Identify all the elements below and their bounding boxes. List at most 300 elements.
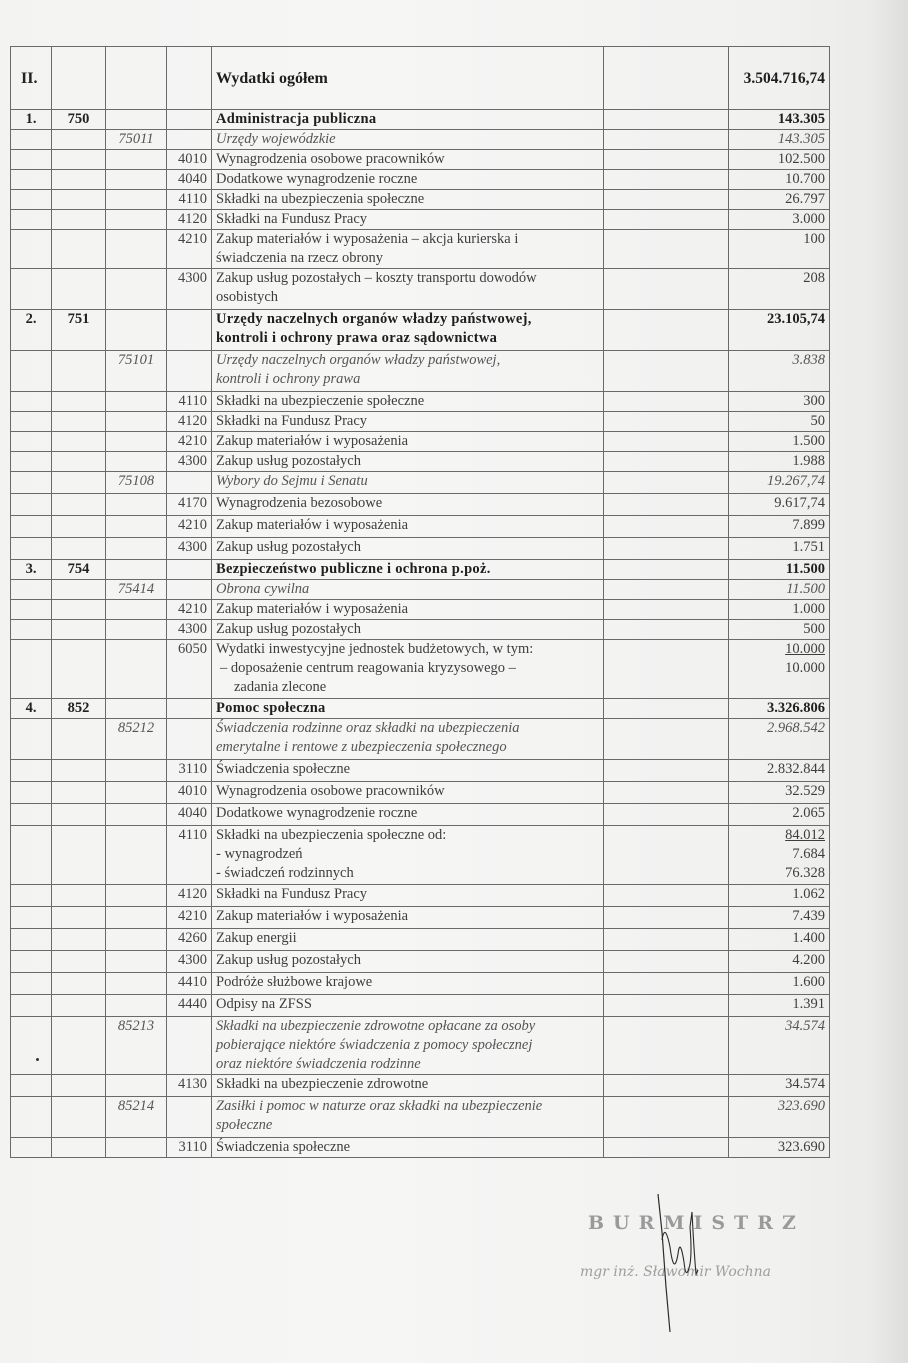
description-line: Zakup materiałów i wyposażenia <box>216 908 409 924</box>
description-line: Zakup usług pozostałych <box>216 453 361 469</box>
empty-cell <box>11 929 52 951</box>
amount-value: 7.899 <box>792 517 825 533</box>
empty-cell <box>167 1017 212 1075</box>
empty-cell <box>167 472 212 494</box>
amount-value: 10.000 <box>785 660 825 676</box>
paragraph-code: 4410 <box>167 973 212 995</box>
paragraph-code: 4210 <box>167 230 212 269</box>
empty-cell <box>11 1017 52 1075</box>
empty-cell <box>11 210 52 230</box>
empty-cell <box>52 130 106 150</box>
amount <box>729 190 830 210</box>
item-description <box>212 412 604 432</box>
empty-cell <box>604 432 729 452</box>
description-line: - wynagrodzeń <box>216 846 303 862</box>
empty-cell <box>604 699 729 719</box>
paragraph-row <box>11 782 830 804</box>
amount-value: 143.305 <box>777 131 825 147</box>
item-description <box>212 995 604 1017</box>
empty-cell <box>11 150 52 170</box>
description-line: Wynagrodzenia osobowe pracowników <box>216 151 445 167</box>
chapter-row <box>11 580 830 600</box>
item-description <box>212 269 604 310</box>
amount <box>729 170 830 190</box>
division-row <box>11 310 830 351</box>
paragraph-row <box>11 210 830 230</box>
description-line: emerytalne i rentowe z ubezpieczenia społecznego <box>216 739 507 755</box>
chapter-row <box>11 1017 830 1075</box>
empty-cell <box>52 1075 106 1097</box>
amount <box>729 719 830 760</box>
paragraph-code: 4210 <box>167 907 212 929</box>
chapter-code: 75101 <box>106 351 167 392</box>
empty-cell <box>106 620 167 640</box>
empty-cell <box>604 1097 729 1138</box>
stamp-name: mgr inż. Sławomir Wochna <box>580 1264 772 1280</box>
paragraph-code: 4120 <box>167 210 212 230</box>
amount-value: 100 <box>803 231 825 247</box>
division-row <box>11 699 830 719</box>
amount-value: 3.326.806 <box>767 700 825 716</box>
amount-value: 1.400 <box>792 930 825 946</box>
empty-cell <box>604 782 729 804</box>
empty-cell <box>106 516 167 538</box>
amount-value: 1.988 <box>792 453 825 469</box>
empty-cell <box>11 432 52 452</box>
amount-value: 2.832.844 <box>767 761 825 777</box>
empty-cell <box>11 995 52 1017</box>
paragraph-code: 4010 <box>167 782 212 804</box>
empty-cell <box>106 640 167 699</box>
item-description <box>212 452 604 472</box>
empty-cell <box>52 885 106 907</box>
empty-cell <box>106 210 167 230</box>
description-line: Zakup materiałów i wyposażenia – akcja kurierska i <box>216 231 519 247</box>
description-line: kontroli i ochrony prawa oraz sądownictwa <box>216 330 498 346</box>
item-description <box>212 826 604 885</box>
description-line: Zakup usług pozostałych – koszty transportu dowodów <box>216 270 537 286</box>
description-line: Zakup materiałów i wyposażenia <box>216 517 409 533</box>
amount <box>729 620 830 640</box>
amount <box>729 210 830 230</box>
paragraph-row <box>11 170 830 190</box>
description-line: Zakup materiałów i wyposażenia <box>216 433 409 449</box>
empty-cell <box>106 412 167 432</box>
empty-cell <box>106 110 167 130</box>
row-number: 1. <box>11 110 52 130</box>
empty-cell <box>52 760 106 782</box>
description-line: Wynagrodzenia osobowe pracowników <box>216 783 445 799</box>
description-line: Dodatkowe wynagrodzenie roczne <box>216 171 418 187</box>
empty-cell <box>604 269 729 310</box>
paragraph-code: 4170 <box>167 494 212 516</box>
description-line: Zakup usług pozostałych <box>216 539 361 555</box>
description-line: Urzędy naczelnych organów władzy państwowej, <box>216 352 501 368</box>
amount <box>729 760 830 782</box>
item-description <box>212 951 604 973</box>
empty-cell <box>604 392 729 412</box>
amount-value: 2.065 <box>792 805 825 821</box>
paragraph-row <box>11 907 830 929</box>
description-line: Składki na Fundusz Pracy <box>216 211 368 227</box>
amount <box>729 640 830 699</box>
item-description <box>212 719 604 760</box>
empty-cell <box>11 1097 52 1138</box>
chapter-row <box>11 719 830 760</box>
empty-cell <box>52 600 106 620</box>
amount-value: 3.000 <box>792 211 825 227</box>
description-line: zadania zlecone <box>234 679 327 695</box>
empty-cell <box>11 951 52 973</box>
empty-cell <box>106 1075 167 1097</box>
paragraph-row <box>11 885 830 907</box>
paragraph-code: 4110 <box>167 392 212 412</box>
amount-value: 23.105,74 <box>767 311 825 327</box>
description-line: – doposażenie centrum reagowania kryzysowego – <box>220 660 516 676</box>
empty-cell <box>11 1075 52 1097</box>
empty-cell <box>11 269 52 310</box>
item-description <box>212 130 604 150</box>
description-line: Składki na Fundusz Pracy <box>216 413 368 429</box>
paragraph-row <box>11 494 830 516</box>
paragraph-row <box>11 516 830 538</box>
amount-value: 19.267,74 <box>767 473 825 489</box>
empty-cell <box>604 494 729 516</box>
empty-cell <box>52 150 106 170</box>
paragraph-row <box>11 929 830 951</box>
empty-cell <box>52 412 106 432</box>
empty-cell <box>52 929 106 951</box>
paragraph-row <box>11 230 830 269</box>
empty-cell <box>52 782 106 804</box>
item-description <box>212 190 604 210</box>
empty-cell <box>52 719 106 760</box>
description-line: Zakup usług pozostałych <box>216 621 361 637</box>
item-description <box>212 640 604 699</box>
item-description <box>212 494 604 516</box>
chapter-row <box>11 1097 830 1138</box>
item-description <box>212 310 604 351</box>
empty-cell <box>604 1138 729 1158</box>
amount <box>729 110 830 130</box>
empty-cell <box>52 230 106 269</box>
item-description <box>212 392 604 412</box>
empty-cell <box>106 760 167 782</box>
item-description <box>212 885 604 907</box>
paragraph-row <box>11 995 830 1017</box>
empty-cell <box>604 580 729 600</box>
paragraph-row <box>11 432 830 452</box>
amount-value: 1.062 <box>792 886 825 902</box>
item-description <box>212 560 604 580</box>
empty-cell <box>11 130 52 150</box>
description-line: Składki na ubezpieczenia społeczne od: <box>216 827 447 843</box>
description-line: oraz niektóre świadczenia rodzinne <box>216 1056 421 1072</box>
empty-cell <box>52 826 106 885</box>
amount-value: 32.529 <box>785 783 825 799</box>
empty-cell <box>604 560 729 580</box>
amount <box>729 907 830 929</box>
paragraph-row <box>11 760 830 782</box>
amount-value: 1.500 <box>792 433 825 449</box>
amount-subtotal: 10.000 <box>785 641 825 657</box>
item-description <box>212 760 604 782</box>
paragraph-code: 4260 <box>167 929 212 951</box>
empty-cell <box>11 620 52 640</box>
amount <box>729 472 830 494</box>
empty-cell <box>11 826 52 885</box>
amount-value: 3.838 <box>792 352 825 368</box>
division-code: 852 <box>52 699 106 719</box>
amount <box>729 538 830 560</box>
paragraph-row <box>11 600 830 620</box>
paragraph-code: 4210 <box>167 432 212 452</box>
empty-cell <box>604 412 729 432</box>
amount <box>729 516 830 538</box>
amount <box>729 995 830 1017</box>
empty-cell <box>604 47 729 110</box>
empty-cell <box>106 826 167 885</box>
item-description <box>212 600 604 620</box>
empty-cell <box>167 719 212 760</box>
amount-value: 500 <box>803 621 825 637</box>
empty-cell <box>167 580 212 600</box>
item-description <box>212 973 604 995</box>
empty-cell <box>52 472 106 494</box>
paragraph-row <box>11 973 830 995</box>
empty-cell <box>11 392 52 412</box>
empty-cell <box>11 719 52 760</box>
amount-value: 1.000 <box>792 601 825 617</box>
amount <box>729 885 830 907</box>
description-line: społeczne <box>216 1117 273 1133</box>
amount-value: 143.305 <box>777 111 825 127</box>
item-description <box>212 110 604 130</box>
paragraph-code: 4300 <box>167 620 212 640</box>
amount-subtotal: 84.012 <box>785 827 825 843</box>
empty-cell <box>106 973 167 995</box>
item-description <box>212 929 604 951</box>
paragraph-code: 4120 <box>167 412 212 432</box>
empty-cell <box>52 269 106 310</box>
paragraph-code: 3110 <box>167 1138 212 1158</box>
stamp-title: BURMISTRZ <box>588 1212 805 1234</box>
amount <box>729 929 830 951</box>
amount <box>729 782 830 804</box>
empty-cell <box>167 47 212 110</box>
description-line: - świadczeń rodzinnych <box>216 865 354 881</box>
empty-cell <box>604 516 729 538</box>
amount-value: 4.200 <box>792 952 825 968</box>
paragraph-code: 4040 <box>167 170 212 190</box>
amount <box>729 580 830 600</box>
empty-cell <box>52 538 106 560</box>
description-line: Składki na Fundusz Pracy <box>216 886 368 902</box>
paragraph-code: 4300 <box>167 452 212 472</box>
empty-cell <box>604 310 729 351</box>
empty-cell <box>106 392 167 412</box>
empty-cell <box>52 170 106 190</box>
description-line: Składki na ubezpieczenie społeczne <box>216 393 425 409</box>
item-description <box>212 472 604 494</box>
empty-cell <box>106 782 167 804</box>
empty-cell <box>52 951 106 973</box>
section-number: II. <box>11 47 52 110</box>
empty-cell <box>106 310 167 351</box>
empty-cell <box>11 804 52 826</box>
amount <box>729 973 830 995</box>
empty-cell <box>604 210 729 230</box>
description-line: Podróże służbowe krajowe <box>216 974 373 990</box>
expenditure-table <box>10 46 830 1158</box>
division-code: 750 <box>52 110 106 130</box>
description-line: świadczenia na rzecz obrony <box>216 250 384 266</box>
empty-cell <box>11 452 52 472</box>
description-line: Świadczenia społeczne <box>216 761 351 777</box>
empty-cell <box>11 516 52 538</box>
description-line: Zakup energii <box>216 930 297 946</box>
empty-cell <box>11 760 52 782</box>
empty-cell <box>604 929 729 951</box>
amount <box>729 1138 830 1158</box>
item-description <box>212 538 604 560</box>
empty-cell <box>604 640 729 699</box>
empty-cell <box>11 230 52 269</box>
amount-value: 10.700 <box>785 171 825 187</box>
empty-cell <box>52 1097 106 1138</box>
item-description <box>212 516 604 538</box>
empty-cell <box>167 310 212 351</box>
item-description <box>212 804 604 826</box>
section-title: Wydatki ogółem <box>212 47 604 110</box>
amount <box>729 1017 830 1075</box>
item-description <box>212 170 604 190</box>
empty-cell <box>106 538 167 560</box>
amount <box>729 560 830 580</box>
amount <box>729 1097 830 1138</box>
item-description <box>212 1138 604 1158</box>
amount <box>729 699 830 719</box>
paragraph-code: 4300 <box>167 951 212 973</box>
division-row <box>11 110 830 130</box>
item-description <box>212 699 604 719</box>
paragraph-row <box>11 150 830 170</box>
row-number: 3. <box>11 560 52 580</box>
amount-value: 9.617,74 <box>774 495 825 511</box>
empty-cell <box>11 190 52 210</box>
empty-cell <box>604 190 729 210</box>
item-description <box>212 210 604 230</box>
empty-cell <box>52 580 106 600</box>
table-header-row <box>11 47 830 110</box>
amount <box>729 951 830 973</box>
amount-value: 76.328 <box>785 865 825 881</box>
empty-cell <box>11 1138 52 1158</box>
empty-cell <box>52 494 106 516</box>
empty-cell <box>167 1097 212 1138</box>
amount <box>729 412 830 432</box>
chapter-code: 85212 <box>106 719 167 760</box>
item-description <box>212 351 604 392</box>
amount <box>729 494 830 516</box>
empty-cell <box>52 907 106 929</box>
amount <box>729 452 830 472</box>
amount-value: 2.968.542 <box>767 720 825 736</box>
amount-value: 34.574 <box>785 1018 825 1034</box>
empty-cell <box>106 560 167 580</box>
handwritten-signature <box>640 1192 700 1337</box>
empty-cell <box>52 190 106 210</box>
amount <box>729 392 830 412</box>
empty-cell <box>106 47 167 110</box>
paragraph-row <box>11 1075 830 1097</box>
empty-cell <box>52 995 106 1017</box>
empty-cell <box>106 885 167 907</box>
empty-cell <box>52 452 106 472</box>
mayor-stamp <box>580 1212 828 1322</box>
paragraph-code: 3110 <box>167 760 212 782</box>
division-row <box>11 560 830 580</box>
chapter-code: 75011 <box>106 130 167 150</box>
empty-cell <box>604 230 729 269</box>
empty-cell <box>52 351 106 392</box>
empty-cell <box>106 907 167 929</box>
empty-cell <box>604 452 729 472</box>
description-line: pobierające niektóre świadczenia z pomocy społecznej <box>216 1037 533 1053</box>
chapter-code: 75414 <box>106 580 167 600</box>
paragraph-row <box>11 269 830 310</box>
item-description <box>212 1097 604 1138</box>
empty-cell <box>11 580 52 600</box>
description-line: Zakup usług pozostałych <box>216 952 361 968</box>
item-description <box>212 620 604 640</box>
amount <box>729 230 830 269</box>
paragraph-row <box>11 951 830 973</box>
amount-value: 102.500 <box>777 151 825 167</box>
description-line: Obrona cywilna <box>216 581 310 597</box>
empty-cell <box>167 130 212 150</box>
empty-cell <box>604 130 729 150</box>
empty-cell <box>106 452 167 472</box>
paragraph-code: 4440 <box>167 995 212 1017</box>
description-line: kontroli i ochrony prawa <box>216 371 361 387</box>
paragraph-code: 4120 <box>167 885 212 907</box>
description-line: Pomoc społeczna <box>216 700 326 716</box>
item-description <box>212 1017 604 1075</box>
chapter-row <box>11 472 830 494</box>
paragraph-code: 4010 <box>167 150 212 170</box>
empty-cell <box>604 804 729 826</box>
empty-cell <box>604 973 729 995</box>
description-line: Składki na ubezpieczenia społeczne <box>216 191 425 207</box>
paragraph-row <box>11 538 830 560</box>
empty-cell <box>106 929 167 951</box>
amount-value: 26.797 <box>785 191 825 207</box>
chapter-code: 85213 <box>106 1017 167 1075</box>
amount-value: 1.751 <box>792 539 825 555</box>
amount-value: 7.439 <box>792 908 825 924</box>
description-line: osobistych <box>216 289 279 305</box>
description-line: Świadczenia rodzinne oraz składki na ubezpieczenia <box>216 720 520 736</box>
empty-cell <box>604 620 729 640</box>
item-description <box>212 907 604 929</box>
description-line: Wydatki inwestycyjne jednostek budżetowych, w tym: <box>216 641 534 657</box>
empty-cell <box>604 600 729 620</box>
amount-value: 7.684 <box>792 846 825 862</box>
empty-cell <box>52 973 106 995</box>
empty-cell <box>167 110 212 130</box>
section-total: 3.504.716,74 <box>729 47 830 110</box>
